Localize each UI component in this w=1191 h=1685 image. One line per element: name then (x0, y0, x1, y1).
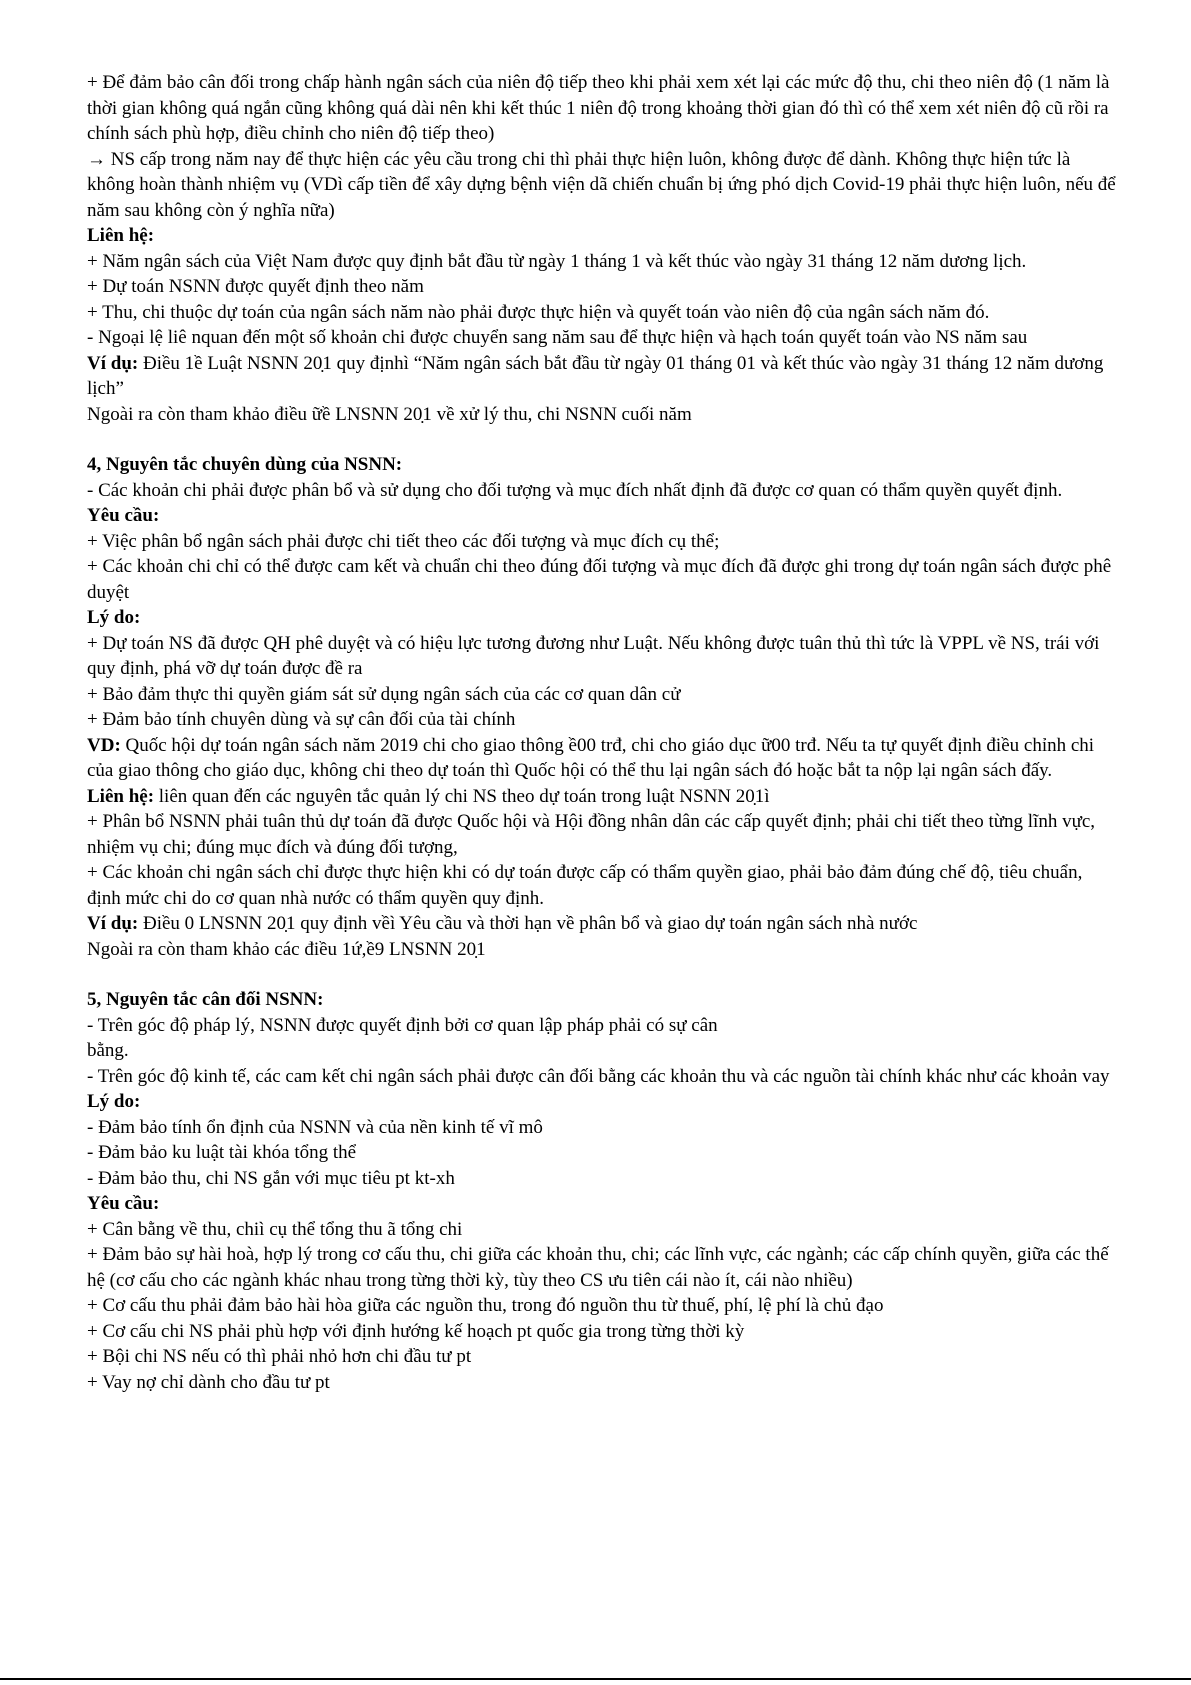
lien-he-text: liên quan đến các nguyên tắc quản lý chi NS theo dự toán trong luật NSNN 20̣1ì (154, 785, 770, 807)
paragraph: - Đảm bảo thu, chi NS gắn với mục tiêu pt kt-xh (87, 1167, 455, 1189)
paragraph: + Cơ cấu chi NS phải phù hợp với định hướng kế hoạch pt quốc gia trong từng thời kỳ (87, 1320, 745, 1342)
paragraph: + Năm ngân sách của Việt Nam được quy định bắt đầu từ ngày 1 tháng 1 và kết thúc vào ngày 31 tháng 12 năm dương lịch. (87, 250, 1027, 272)
paragraph: + Thu, chi thuộc dự toán của ngân sách năm nào phải được thực hiện và quyết toán vào niên độ của ngân sách năm đó. (87, 301, 990, 323)
paragraph: Ngoài ra còn tham khảo điều ữề LNSNN 20̣1 về xử lý thu, chi NSNN cuối năm (87, 403, 692, 425)
paragraph: Ngoài ra còn tham khảo các điều 1ứ,ề9 LNSNN 20̣1 (87, 938, 486, 960)
example-text: Quốc hội dự toán ngân sách năm 2019 chi cho giao thông ề00 trđ, chi cho giáo dục ữ00 trđ. Nếu ta tự quyết định điều chỉnh chi của giao thông cho giáo dục, không chi theo dự toán thì Quốc hội có thể thu lại ngân sách đó hoặc bắt ta nộp lại ngân sách đấy. (87, 734, 1095, 781)
paragraph: + Dự toán NS đã được QH phê duyệt và có hiệu lực tương đương như Luật. Nếu không được tuân thủ thì tức là VPPL về NS, trái với quy định, phá vỡ dự toán được đề ra (87, 632, 1100, 679)
paragraph: + Đảm bảo sự hài hoà, hợp lý trong cơ cấu thu, chi giữa các khoản thu, chi; các lĩnh vực, các ngành; các cấp chính quyền, giữa các thế hệ (cơ cấu cho các ngành khác nhau trong từng thời kỳ, tùy theo CS ưu tiên cái nào ít, cái nào nhiều) (87, 1244, 1109, 1291)
label-ly-do: Lý do: (87, 607, 141, 628)
paragraph: + Vay nợ chỉ dành cho đầu tư pt (87, 1371, 330, 1393)
example-text: Điều 1ề Luật NSNN 20̣1 quy địnhì “Năm ngân sách bắt đầu từ ngày 01 tháng 01 và kết thúc vào ngày 31 tháng 12 năm dương lịch” (87, 352, 1104, 399)
spacer (87, 427, 1117, 452)
example-text: Điều 0 LNSNN 20̣1 quy định vềì Yêu cầu và thời hạn về phân bổ và giao dự toán ngân sách nhà nước (138, 913, 918, 934)
paragraph: + Bảo đảm thực thi quyền giám sát sử dụng ngân sách của các cơ quan dân cử (87, 683, 681, 705)
paragraph: + Dự toán NSNN được quyết định theo năm (87, 276, 424, 297)
paragraph: → NS cấp trong năm nay để thực hiện các yêu cầu trong chi thì phải thực hiện luôn, không được để dành. Không thực hiện tức là không hoàn thành nhiệm vụ (VDì cấp tiền để xây dựng bệnh viện dã chiến chuẩn bị ứng phó dịch Covid-19 phải thực hiện luôn, nếu để năm sau không còn ý nghĩa nữa) (87, 148, 1116, 221)
document-page (87, 70, 1117, 1395)
paragraph: - Các khoản chi phải được phân bổ và sử dụng cho đối tượng và mục đích nhất định đã được cơ quan có thẩm quyền quyết định. (87, 479, 1063, 501)
label-yeu-cau: Yêu cầu: (87, 1193, 160, 1214)
page-bottom-divider (0, 1678, 1191, 1680)
paragraph: - Đảm bảo ku luật tài khóa tổng thể (87, 1142, 357, 1163)
label-vd: VD: (87, 734, 121, 756)
example-paragraph (87, 733, 1117, 784)
paragraph: + Cân bằng về thu, chiì cụ thể tổng thu ã tổng chi (87, 1218, 463, 1240)
section-heading-4: 4, Nguyên tắc chuyên dùng của NSNN: (87, 454, 403, 475)
spacer (87, 962, 1117, 987)
label-lien-he: Liên hệ: (87, 225, 155, 246)
paragraph: bằng. (87, 1040, 129, 1061)
paragraph: + Đảm bảo tính chuyên dùng và sự cân đối của tài chính (87, 709, 516, 730)
label-ly-do: Lý do: (87, 1091, 141, 1112)
label-yeu-cau: Yêu cầu: (87, 505, 160, 526)
paragraph: + Để đảm bảo cân đối trong chấp hành ngân sách của niên độ tiếp theo khi phải xem xét lại các mức độ thu, chi theo niên độ (1 năm là thời gian không quá ngắn cũng không quá dài nên khi kết thúc 1 niên độ trong khoảng thời gian đó thì có thể xem xét niên độ cũ rồi ra chính sách phù hợp, điều chỉnh cho niên độ tiếp theo) (87, 72, 1110, 144)
paragraph: - Trên góc độ pháp lý, NSNN được quyết định bởi cơ quan lập pháp phải có sự cân (87, 1014, 718, 1036)
label-vi-du: Ví dụ: (87, 913, 139, 934)
paragraph: + Cơ cấu thu phải đảm bảo hài hòa giữa các nguồn thu, trong đó nguồn thu từ thuế, phí, lệ phí là chủ đạo (87, 1295, 884, 1316)
paragraph: - Ngoại lệ liê nquan đến một số khoản chi được chuyển sang năm sau để thực hiện và hạch toán quyết toán vào NS năm sau (87, 327, 1028, 348)
paragraph: + Phân bổ NSNN phải tuân thủ dự toán đã được Quốc hội và Hội đồng nhân dân các cấp quyết định; phải chi tiết theo từng lĩnh vực, nhiệm vụ chi; đúng mục đích và đúng đối tượng, (87, 811, 1096, 858)
lien-he-paragraph (87, 784, 1117, 810)
label-lien-he: Liên hệ: (87, 785, 155, 807)
paragraph: - Trên góc độ kinh tế, các cam kết chi ngân sách phải được cân đối bằng các khoản thu và các nguồn tài chính khác như các khoản vay (87, 1065, 1110, 1087)
paragraph: + Các khoản chi chỉ có thể được cam kết và chuẩn chi theo đúng đối tượng và mục đích đã được ghi trong dự toán ngân sách được phê duyệt (87, 556, 1112, 603)
section-heading-5: 5, Nguyên tắc cân đối NSNN: (87, 989, 324, 1010)
paragraph: - Đảm bảo tính ổn định của NSNN và của nền kinh tế vĩ mô (87, 1116, 543, 1138)
paragraph: + Các khoản chi ngân sách chỉ được thực hiện khi có dự toán được cấp có thẩm quyền giao, phải bảo đảm đúng chế độ, tiêu chuẩn, định mức chi do cơ quan nhà nước có thẩm quyền quy định. (87, 862, 1083, 909)
label-vi-du: Ví dụ: (87, 352, 139, 374)
example-paragraph (87, 911, 1117, 937)
paragraph: + Việc phân bổ ngân sách phải được chi tiết theo các đối tượng và mục đích cụ thể; (87, 530, 720, 552)
example-paragraph (87, 351, 1117, 402)
paragraph: + Bội chi NS nếu có thì phải nhỏ hơn chi đầu tư pt (87, 1346, 472, 1367)
